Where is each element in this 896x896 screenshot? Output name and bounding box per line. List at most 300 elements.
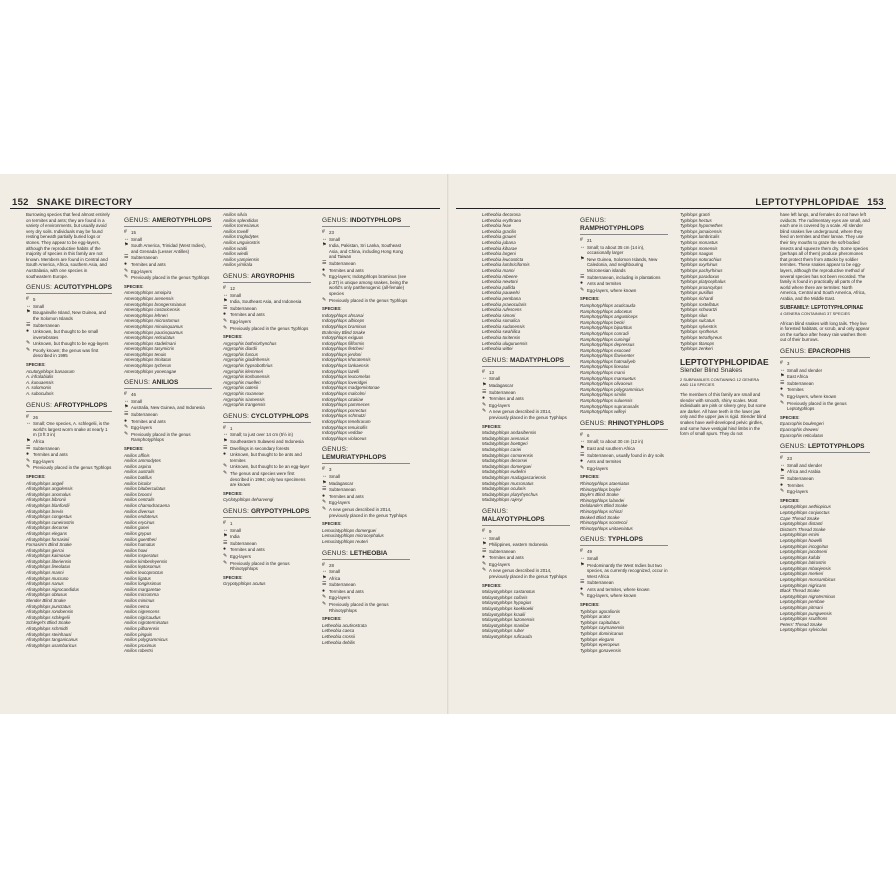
- genus-name: CYCLOTYPHLOPS: [250, 412, 309, 420]
- genus-fact-text: Egg-layers, where known: [587, 593, 637, 599]
- species-heading: SPECIES:: [223, 334, 243, 340]
- genus-fact: [26, 341, 112, 347]
- genus-label: GENUS:: [223, 507, 250, 515]
- species-list: [223, 497, 311, 503]
- genus-fact: [780, 401, 870, 412]
- genus-fact-text: Small: [230, 292, 241, 298]
- right-page-number: 153: [867, 197, 884, 208]
- species-name: Indotyphlops braminus: [322, 323, 367, 329]
- species-name: Anilios broomi: [124, 491, 152, 497]
- egg-icon: ✎: [580, 464, 585, 471]
- species-list: [780, 504, 870, 633]
- globe-icon: ⚑: [322, 574, 327, 581]
- species-name: Anilios margaretae: [124, 586, 161, 592]
- species-name: Schlegel's Blind Snake: [26, 620, 71, 626]
- genus-fact-text: Subterranean: [131, 255, 158, 261]
- genus-fact: [580, 439, 668, 445]
- genus-fact: [124, 237, 212, 243]
- genus-fact: [223, 554, 311, 560]
- genus-fact: [580, 556, 668, 562]
- species-name: Ramphotyphlops angusticeps: [580, 314, 638, 320]
- genus-fact: [223, 432, 311, 438]
- genus-fact: [482, 529, 570, 535]
- species-name: Anilios pinguis: [124, 631, 153, 637]
- species-name: Amerotyphlops paucisquamus: [124, 329, 183, 335]
- species-name: Typhlops sylvestris: [680, 323, 717, 329]
- species-name: Argyrophis hypsobothrius: [223, 363, 273, 369]
- species-name: Afrotyphlops fornasinii: [26, 536, 70, 542]
- species-name: Afrotyphlops brevis: [26, 508, 64, 514]
- genus-label: GENUS:: [26, 401, 53, 409]
- species-heading: SPECIES:: [322, 306, 342, 312]
- genus-fact-text: Egg-layers, where known: [787, 394, 837, 400]
- species-name: Indotyphlops tenuicollis: [322, 424, 368, 430]
- species-name: Madatyphlops mucronatus: [482, 480, 534, 486]
- genus-fact-text: Subterranean: [33, 445, 60, 451]
- species-name: Anilios silvia: [223, 212, 247, 217]
- species-name: Argyrophis diardii: [223, 346, 257, 352]
- species-name: Letheobia caeca: [322, 628, 355, 634]
- genus-fact: [780, 463, 870, 469]
- genus-fact-text: 5: [33, 297, 36, 303]
- habitat-icon: ☰: [26, 321, 31, 328]
- genus-label: GENUS:: [580, 419, 607, 427]
- count-icon: #: [580, 431, 583, 438]
- species-name: Ramphotyphlops hatmaliyeb: [580, 358, 636, 364]
- habitat-icon: ☰: [482, 388, 487, 395]
- size-icon: ↔: [223, 431, 228, 438]
- species-name: Typhlops monensis: [680, 245, 718, 251]
- species-name: Typhlops capitulatus: [580, 619, 620, 625]
- genus-fact-text: Termites and ants: [230, 312, 265, 318]
- species-name: Letheobia wittei: [482, 346, 513, 352]
- species-name: Indotyphlops filiformis: [322, 340, 365, 346]
- species-name: Letheobia pallida: [482, 284, 516, 290]
- species-heading: SPECIES:: [223, 490, 243, 496]
- genus-name: RAMPHOTYPHLOPS: [580, 225, 644, 232]
- species-name: Indotyphlops exiguus: [322, 335, 364, 341]
- species-name: A. solomonis: [26, 385, 52, 391]
- species-name: Afrotyphlops gierrai: [26, 547, 64, 553]
- species-name: Madatyphlops andasibensis: [482, 430, 537, 436]
- count-icon: #: [482, 527, 485, 534]
- genus-fact-text: Small and slender: [787, 367, 823, 373]
- genus-heading: [322, 446, 410, 464]
- species-name: Anilios affinis: [124, 452, 150, 458]
- species-name: Afrotyphlops angeli: [26, 480, 64, 486]
- genus-name: RHINOTYPHLOPS: [607, 419, 664, 427]
- species-name: Afrotyphlops nanus: [26, 581, 64, 587]
- genus-fact: [322, 582, 410, 588]
- note-icon: ✎: [124, 274, 129, 281]
- genus-fact-text: Egg-layers: [33, 458, 54, 464]
- species-name: Indotyphlops jerdoni: [322, 351, 362, 357]
- species-name: Indotyphlops loveridgei: [322, 379, 367, 385]
- species-name: Ramphotyphlops olivaceus: [580, 381, 633, 387]
- species-name: Leptotyphlops sylvicolus: [780, 627, 828, 633]
- count-icon: #: [780, 360, 783, 367]
- species-name: Letheobia erythraea: [482, 217, 522, 223]
- egg-icon: ✎: [482, 401, 487, 408]
- genus-fact: [322, 589, 410, 595]
- species-name: Anilios ammodytes: [124, 458, 161, 464]
- species-name: Typhlops lumbricalis: [680, 234, 720, 240]
- species-name: Argyrophis oatesii: [223, 385, 258, 391]
- genus-fact-text: Small: [329, 569, 340, 575]
- genus-fact-text: Predominantly the West Indies but two species, as currently recognized, occur in West Africa: [587, 562, 668, 579]
- genus-fact: [580, 433, 668, 439]
- species-name: Ramphotyphlops supranasalis: [580, 403, 639, 409]
- size-icon: ↔: [780, 366, 785, 373]
- genus-fact: [26, 329, 112, 340]
- species-name: Letheobia sudanensis: [482, 323, 525, 329]
- genus-fact: [580, 281, 668, 287]
- species-name: Typhlops tetrathyreus: [680, 335, 722, 341]
- genus-fact-text: 28: [329, 562, 334, 568]
- genus-fact: [780, 469, 870, 475]
- genus-fact-text: Africa: [329, 575, 341, 581]
- diet-icon: ●: [580, 585, 584, 592]
- species-list: [580, 609, 668, 654]
- species-heading: SPECIES:: [322, 521, 342, 527]
- genus-fact: [223, 306, 311, 312]
- genus-fact-text: Termites and ants: [489, 555, 524, 561]
- species-name: Argyrophis trangensis: [223, 402, 266, 408]
- genus-fact: [322, 602, 410, 613]
- genus-fact-text: Egg-layers, where known: [587, 287, 637, 293]
- genus-fact-text: Unknown, but thought to be ants and termites: [230, 452, 302, 463]
- genus-fact-text: Small; to just over 14 cm (5½ in): [230, 432, 293, 438]
- species-name: Typhlops agoralionis: [580, 608, 620, 614]
- species-heading: SPECIES:: [223, 574, 243, 580]
- genus-fact-text: Subterranean: [787, 475, 814, 481]
- diet-icon: ●: [482, 554, 486, 561]
- genus-fact: [482, 568, 570, 579]
- genus-fact: [780, 456, 870, 462]
- species-name: Fornasini's Blind Snake: [26, 542, 72, 548]
- genus-fact: [580, 549, 668, 555]
- species-name: Ramphotyphlops exocoeti: [580, 347, 631, 353]
- genus-label: GENUS:: [322, 217, 349, 224]
- globe-icon: ⚑: [223, 533, 228, 540]
- column-7: [680, 212, 768, 440]
- egg-icon: ✎: [223, 317, 228, 324]
- genus-label: GENUS:: [780, 443, 807, 451]
- species-heading: SPECIES:: [124, 283, 144, 289]
- genus-fact-text: Previously placed in the genus Rhinotyphlops: [230, 560, 290, 572]
- genus-fact: [780, 483, 870, 489]
- genus-fact-text: Subterranean: [489, 548, 516, 554]
- species-name: Letheobia uluguruensis: [482, 340, 528, 346]
- species-name: Boyle's Blind Snake: [580, 492, 619, 498]
- species-name: Letheobia feae: [482, 223, 512, 229]
- species-name: Indotyphlops schmutzi: [322, 413, 366, 419]
- genus-fact-text: Small and slender: [787, 462, 823, 468]
- genus-fact-text: Termites and ants: [131, 261, 166, 267]
- species-name: Letheobia kibarae: [482, 245, 517, 251]
- species-name: Indotyphlops khoratensis: [322, 357, 371, 363]
- species-name: Typhlops eperopeus: [580, 642, 620, 648]
- genus-fact: [124, 405, 212, 411]
- species-name: Cyclotyphlops deharvengi: [223, 497, 274, 503]
- species-name: Amerotyphlops costaricensis: [124, 307, 180, 313]
- species-list: [580, 303, 668, 415]
- species-name: Leptotyphlops pungwensis: [780, 610, 832, 616]
- left-page-number: 152: [12, 197, 29, 208]
- species-name: Leptotyphlops distanti: [780, 521, 823, 527]
- count-icon: #: [780, 455, 783, 462]
- genus-label: GENUS:: [223, 412, 250, 420]
- note-icon: ✎: [482, 567, 487, 574]
- genus-fact-text: Subterranean: [489, 389, 516, 395]
- family-title: LEPTOTYPHLOPIDAE: [680, 356, 769, 367]
- genus-fact: [482, 409, 570, 420]
- genus-fact-text: A new genus described in 2014, previously placed in the genus Typhlops: [329, 506, 407, 518]
- species-name: Epacrophis boulengeri: [780, 421, 824, 427]
- genus-fact-text: Egg-layers: [131, 268, 152, 274]
- species-name: Rhinotyphlops unitaeniatus: [580, 525, 633, 531]
- species-name: Letheobia acutirostrata: [322, 622, 367, 628]
- species-name: Ramphotyphlops cumingii: [580, 336, 631, 342]
- genus-fact-text: Termites and ants: [489, 396, 524, 402]
- genus-heading: [223, 508, 311, 518]
- species-name: Anilios tovelli: [223, 228, 249, 234]
- species-name: Anilios robertsi: [124, 648, 153, 654]
- genus-heading: [322, 217, 410, 227]
- species-name: Anilios ligatus: [124, 575, 151, 581]
- column-4: [322, 212, 410, 645]
- genus-fact-text: Small: [329, 473, 340, 479]
- species-name: Anilios howi: [124, 547, 148, 553]
- species-name: Typhlops notorachius: [680, 256, 722, 262]
- species-name: A. subocularis: [26, 391, 54, 397]
- species-name: Leptotyphlops latirostris: [780, 560, 827, 566]
- species-name: Afrotyphlops cuneirostris: [26, 519, 75, 525]
- genus-fact-text: Egg-layers: [329, 595, 350, 601]
- species-list: [124, 290, 212, 374]
- genus-fact-text: East Africa: [787, 374, 808, 380]
- genus-label: GENUS:: [223, 272, 250, 280]
- diet-icon: ●: [580, 458, 584, 465]
- species-name: Amerotyphlops tasymicris: [124, 346, 175, 352]
- species-name: Anilios nigricaudus: [124, 614, 161, 620]
- genus-fact: [223, 293, 311, 299]
- species-name: Ramphotyphlops flaviventer: [580, 353, 635, 359]
- species-name: Anilios bituberculatus: [124, 486, 166, 492]
- genus-fact: [322, 261, 410, 267]
- genus-label: GENUS:: [124, 217, 151, 224]
- genus-fact-text: Africa and Arabia: [787, 469, 821, 475]
- egg-icon: ✎: [26, 340, 31, 347]
- species-name: Anilios nigroterminatus: [124, 620, 169, 626]
- size-icon: ↔: [322, 472, 327, 479]
- genus-fact: [580, 580, 668, 586]
- egg-icon: ✎: [482, 560, 487, 567]
- count-icon: #: [322, 466, 325, 473]
- species-name: Black Thread Snake: [780, 588, 820, 594]
- species-name: Letheobia somalica: [482, 318, 520, 324]
- genus-fact-text: Egg-layers: [329, 500, 350, 506]
- species-list: [26, 369, 112, 397]
- species-name: Ramphotyphlops willeyi: [580, 409, 626, 415]
- species-name: Leptotyphlops emini: [780, 532, 820, 538]
- species-list: [482, 212, 570, 352]
- species-name: Grypotyphlops acutus: [223, 581, 266, 587]
- genus-fact-text: 1: [230, 520, 233, 526]
- genus-label: GENUS:: [322, 549, 349, 557]
- genus-fact: [482, 549, 570, 555]
- genus-label: GENUS:: [580, 217, 607, 224]
- genus-fact: [580, 563, 668, 580]
- species-name: Anilios unguirostris: [223, 239, 260, 245]
- genus-fact-text: East and southern Africa: [587, 446, 635, 451]
- habitat-icon: ☰: [124, 411, 129, 418]
- genus-fact: [124, 425, 212, 431]
- species-list: [580, 481, 668, 531]
- species-name: Typhlops jamaicensis: [680, 228, 722, 234]
- genus-fact-text: Previously placed in the genus Typhlops: [131, 275, 210, 281]
- species-name: Letheobia lumbriciformis: [482, 262, 530, 268]
- diet-icon: ●: [124, 417, 128, 424]
- species-name: Malayotyphlops ruficauda: [482, 634, 532, 639]
- species-name: Ramphotyphlops conradi: [580, 330, 629, 336]
- genus-fact: [322, 500, 410, 506]
- species-list: [780, 421, 870, 438]
- species-name: Anilios chamodracaena: [124, 502, 170, 508]
- species-name: Leptotyphlops scutifrons: [780, 616, 828, 622]
- genus-fact-text: Termites and ants: [33, 452, 68, 458]
- species-name: Typhlops pusillus: [680, 290, 714, 296]
- genus-fact: [482, 555, 570, 561]
- species-name: Amerotyphlops microstomus: [124, 318, 180, 324]
- genus-name: MADATYPHLOPS: [509, 356, 564, 364]
- size-icon: ↔: [26, 420, 31, 427]
- species-name: Afrotyphlops nigrocandidus: [26, 586, 79, 592]
- species-name: Amerotyphlops yonenagae: [124, 368, 177, 374]
- species-heading: SPECIES:: [780, 497, 800, 503]
- column-1: [26, 212, 112, 648]
- genus-fact-text: Previously placed in the genus Leptotyphlops: [787, 400, 847, 412]
- genus-fact-text: Egg-layers: [489, 561, 510, 567]
- note-icon: ✎: [322, 505, 327, 512]
- species-name: Letheobia graueri: [482, 234, 517, 240]
- genus-fact: [580, 466, 668, 472]
- diet-icon: ●: [482, 395, 486, 402]
- species-name: Anilios aspina: [124, 463, 152, 469]
- count-icon: #: [223, 519, 226, 526]
- species-name: Slender Blind Snake: [26, 598, 66, 604]
- species-name: Argyrophis giadinhensis: [223, 357, 270, 363]
- species-name: Malayotyphlops hypogius: [482, 600, 532, 606]
- species-name: Typhlops pachyrhinus: [680, 267, 723, 273]
- genus-fact-text: Termites and ants: [329, 588, 364, 594]
- genus-fact: [580, 257, 668, 274]
- species-name: Leptotyphlops howelli: [780, 537, 822, 543]
- genus-fact-text: Dwellings in secondary forests: [230, 445, 290, 451]
- species-name: Afrotyphlops kaimosae: [26, 553, 71, 559]
- family-subtitle: Slender Blind Snakes: [680, 366, 743, 374]
- genus-fact-text: Madagascar: [489, 383, 514, 389]
- genus-fact: [124, 230, 212, 236]
- species-name: Epacrophis reticulatus: [780, 432, 824, 438]
- note-icon: ✎: [223, 559, 228, 566]
- globe-icon: ⚑: [322, 242, 327, 249]
- species-name: Malayotyphlops koekkoeki: [482, 606, 534, 612]
- genus-heading: [26, 284, 112, 294]
- genus-fact-text: Africa: [33, 439, 45, 444]
- genus-fact: [580, 453, 668, 459]
- species-name: Madatyphlops eudelini: [482, 469, 526, 475]
- genus-label: GENUS:: [322, 446, 349, 454]
- genus-fact-text: 23: [787, 456, 792, 462]
- species-name: Afrotyphlops punctatus: [26, 603, 71, 609]
- genus-fact: [482, 376, 570, 382]
- family-intro-text: Burrowing species that feed almost entirely on termites and ants; they are found in a variety of environments, but usually avoid very dry soils. Individuals may be found resting beneath partially buried logs or stones. They appear to be egg-layers, although the reproductive habits of the majority of species in this family are not known. Members are found in Central and South America, Africa, southern Asia, and Australasia, with one species in southeastern Europe.: [26, 212, 110, 279]
- species-name: Ramphotyphlops mansuetus: [580, 375, 636, 381]
- genus-fact-text: Termites and ants: [230, 547, 265, 553]
- genus-fact: [482, 370, 570, 376]
- genus-fact: [223, 547, 311, 553]
- genus-fact: [223, 319, 311, 325]
- genus-fact: [322, 563, 410, 569]
- genus-fact: [482, 390, 570, 396]
- species-name: Anilios erycinus: [124, 519, 155, 525]
- genus-name: ARGYROPHIS: [250, 272, 295, 280]
- genus-fact-text: Small: [33, 303, 44, 309]
- species-name: Argyrophis koshunensis: [223, 374, 270, 380]
- genus-fact: [780, 489, 870, 495]
- genus-fact-text: 26: [33, 414, 38, 420]
- genus-fact: [322, 595, 410, 601]
- species-name: Afrotyphlops obtusus: [26, 592, 68, 598]
- genus-heading: [482, 508, 570, 526]
- globe-icon: ⚑: [780, 468, 785, 475]
- page-gutter: [447, 174, 449, 714]
- globe-icon: ⚑: [223, 438, 228, 444]
- genus-fact: [223, 446, 311, 452]
- species-name: Anilios yampiensis: [223, 256, 260, 262]
- genus-fact: [223, 286, 311, 292]
- family-count-note: 2 SUBFAMILIES CONTAINING 12 GENERA AND 116 SPECIES: [680, 376, 759, 388]
- genus-name: ACUTOTYPHLOPS: [53, 284, 112, 292]
- genus-fact-text: Previously placed in the genus Typhlops: [230, 325, 309, 331]
- species-name: Anilios splendidus: [223, 217, 259, 223]
- genus-fact: [780, 368, 870, 374]
- genus-fact: [482, 562, 570, 568]
- globe-icon: ⚑: [580, 445, 585, 451]
- genus-fact-text: Termites: [787, 482, 804, 488]
- genus-fact: [124, 269, 212, 275]
- genus-fact: [26, 304, 112, 310]
- habitat-icon: ☰: [124, 254, 129, 261]
- species-name: Afrotyphlops bibronii: [26, 497, 66, 503]
- species-name: Typhlops monastus: [680, 239, 718, 245]
- genus-fact-text: Bougainville Island, New Guinea, and the Solomon Islands: [33, 310, 106, 321]
- species-name: Amerotyphlops lehneri: [124, 312, 168, 318]
- species-name: Letheobia mbeere: [482, 273, 518, 279]
- size-icon: ↔: [322, 235, 327, 242]
- count-icon: #: [580, 237, 583, 243]
- size-icon: ↔: [223, 526, 228, 533]
- species-name: Leptotyphlops nigroterminus: [780, 593, 836, 599]
- species-name: Typhlops hypomethes: [680, 223, 723, 229]
- species-name: Leptotyphlops mossambicus: [780, 577, 836, 583]
- genus-fact-text: Small; One species, A. schlegelii, is the world's largest worm snake at nearly 1 m (3 ft 3 in): [33, 421, 110, 438]
- egg-icon: ✎: [322, 499, 327, 506]
- count-icon: #: [223, 424, 226, 431]
- genus-fact: [580, 446, 668, 452]
- globe-icon: ⚑: [26, 309, 31, 316]
